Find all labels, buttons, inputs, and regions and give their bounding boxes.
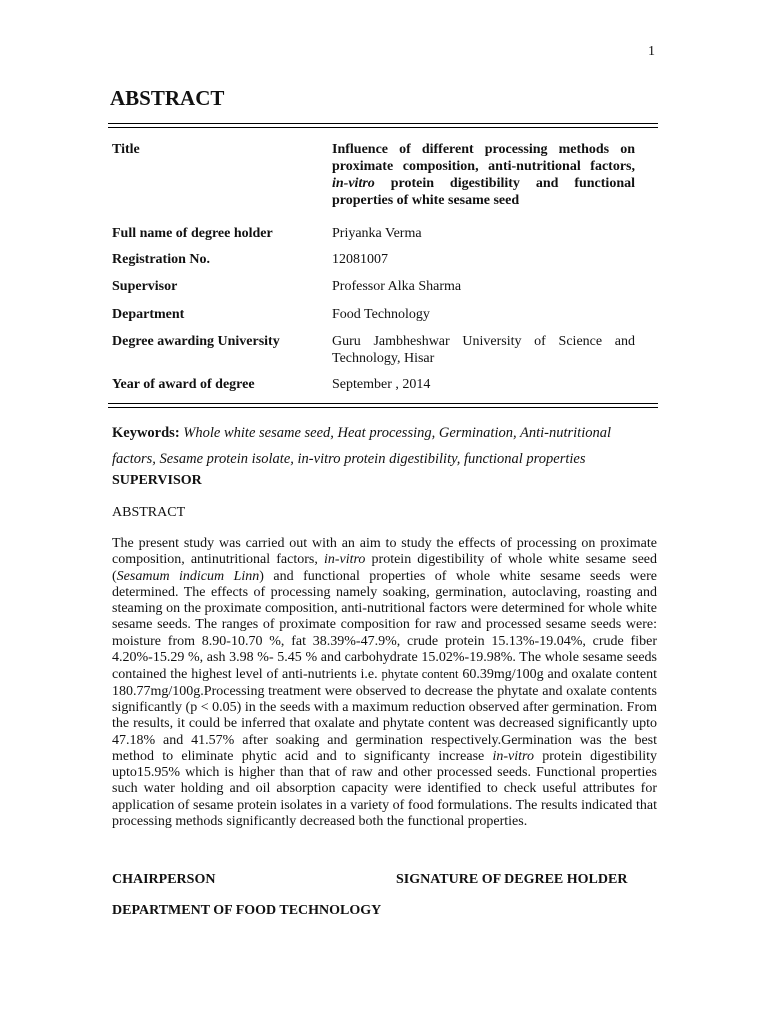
abstract-run: Sesamum indicum Linn bbox=[116, 568, 260, 584]
abstract-run: in-vitro bbox=[323, 552, 366, 568]
abstract-run: phytate content bbox=[381, 667, 459, 682]
row-label: Degree awarding University bbox=[112, 334, 280, 349]
title-row bbox=[112, 141, 642, 211]
row-value: Guru Jambheshwar University of Science and Technology, Hisar bbox=[332, 334, 635, 366]
abstract-run: protein digestibility of whole white sesame seed ( bbox=[112, 552, 657, 584]
abstract-run: The present study was carried out with an aim to study the effects of processing on proximate composition, antinutritional factors, bbox=[112, 536, 657, 568]
row-value: September , 2014 bbox=[332, 377, 431, 392]
table-bottom-rule bbox=[108, 403, 658, 408]
row-label: Supervisor bbox=[112, 279, 178, 294]
row-value: Food Technology bbox=[332, 307, 430, 322]
page-number: 1 bbox=[648, 44, 655, 59]
title-value bbox=[332, 141, 635, 209]
abstract-run: in-vitro bbox=[492, 748, 534, 764]
row-label: Department bbox=[112, 307, 185, 322]
row-label: Full name of degree holder bbox=[112, 226, 273, 241]
row-label: Registration No. bbox=[112, 252, 210, 267]
keywords-text: Whole white sesame seed, Heat processing, Germination, Anti-nutritional factors, Sesame protein isolate, in-vitro protein digestibility, functional properties bbox=[112, 425, 611, 467]
row-value: Professor Alka Sharma bbox=[332, 279, 462, 294]
row-value: 12081007 bbox=[332, 252, 388, 267]
abstract-run: 60.39mg/100g and oxalate content 180.77mg/100g.Processing treatment were observed to decrease the phytate and oxalate contents significantly (p < 0.05) in the seeds with a maximum reduction observed after germination. From the results, it could be inferred that oxalate and phytate content was decreased significantly upto 47.18% and 41.57% after soaking and germination respectively.Germination was the best method to eliminate phytic acid and to significanty increase bbox=[112, 667, 658, 764]
page-heading: ABSTRACT bbox=[110, 86, 225, 110]
department-footer: DEPARTMENT OF FOOD TECHNOLOGY bbox=[112, 903, 382, 918]
signature-degree-holder: SIGNATURE OF DEGREE HOLDER bbox=[396, 872, 628, 887]
abstract-body bbox=[112, 536, 657, 830]
title-value-part1: Influence of different processing methods on proximate composition, anti-nutritional factors, bbox=[332, 142, 635, 174]
row-label: Year of award of degree bbox=[112, 377, 255, 392]
abstract-run: protein digestibility upto15.95% which is higher than that of raw and other processed seeds. Functional properties such water holding and oil absorption capacity were identified to check useful attributes for application of sesame protein isolates in a variety of food formulations. The results indicated that processing methods significantly decreased both the functional properties. bbox=[112, 748, 658, 830]
table-top-rule bbox=[108, 123, 658, 128]
title-value-italic: in-vitro bbox=[332, 176, 375, 191]
keywords-label: Keywords: bbox=[112, 425, 180, 441]
title-label: Title bbox=[112, 142, 140, 157]
row-value: Priyanka Verma bbox=[332, 226, 422, 241]
title-value-part2: protein digestibility and functional properties of white sesame seed bbox=[332, 176, 635, 208]
keywords bbox=[112, 420, 658, 472]
supervisor-heading: SUPERVISOR bbox=[112, 473, 202, 488]
signature-chairperson: CHAIRPERSON bbox=[112, 872, 216, 887]
abstract-label: ABSTRACT bbox=[112, 505, 186, 520]
abstract-run: ) and functional properties of whole white sesame seeds were determined. The effects of processing namely soaking, germination, autoclaving, roasting and steaming on the proximate composition, anti-nutritional factors were determined for whole white sesame seeds. The ranges of proximate composition for raw and processed sesame seeds were: moisture from 8.90-10.70 %, fat 38.39%-47.9%, crude protein 15.13%-19.04%, crude fiber 4.20%-15.29 %, ash 3.98 %- 5.45 % and carbohydrate 15.02%-19.98%. The whole sesame seeds contained the highest level of anti-nutrients i.e. bbox=[112, 568, 657, 683]
